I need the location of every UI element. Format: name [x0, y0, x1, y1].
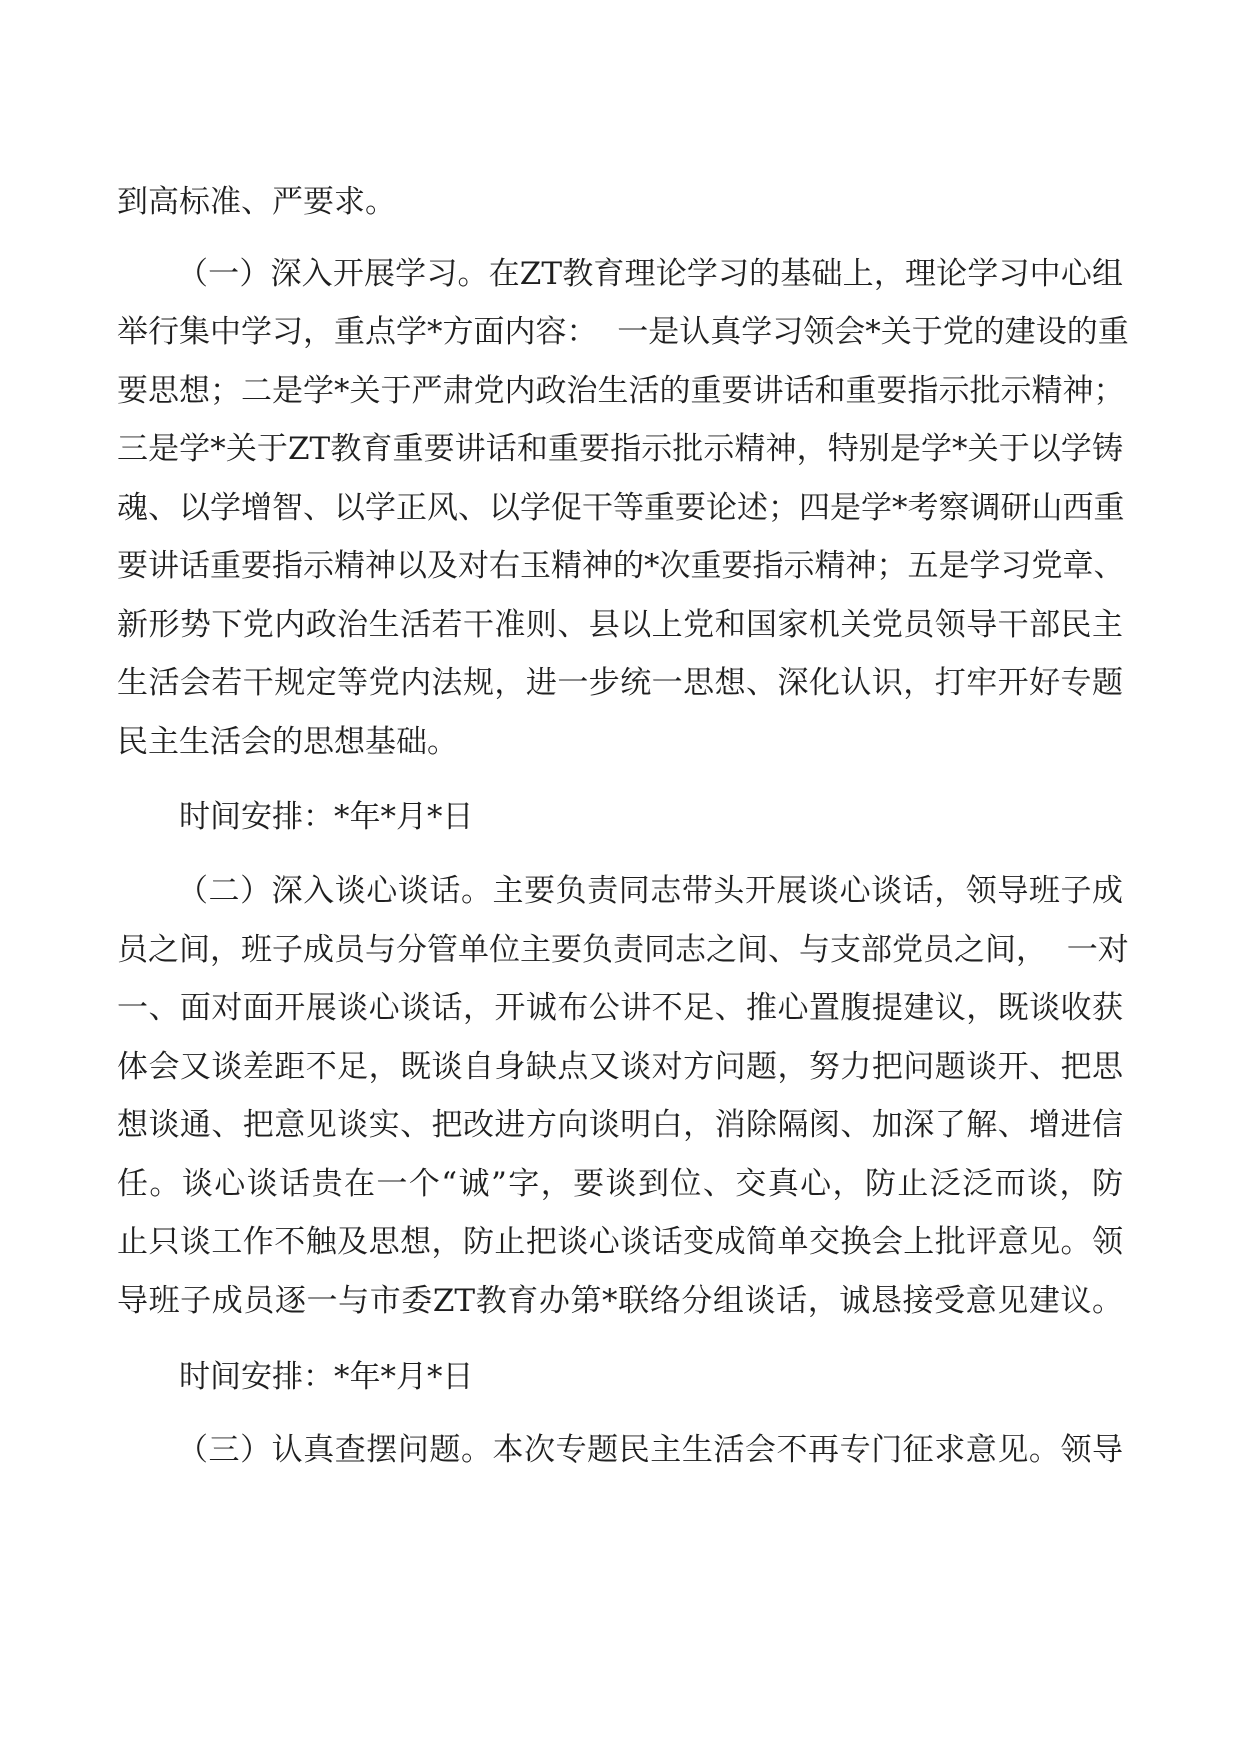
- text-line: 员之间，班子成员与分管单位主要负责同志之间、与支部党员之间， 一对: [117, 932, 1129, 968]
- text-line: 一、面对面开展谈心谈话，开诚布公讲不足、推心置腹提建议，既谈收获: [117, 990, 1123, 1026]
- text-line: 要讲话重要指示精神以及对右玉精神的*次重要指示精神；五是学习党章、: [117, 548, 1125, 584]
- text-line: 举行集中学习，重点学*方面内容： 一是认真学习领会*关于党的建设的重: [117, 314, 1129, 350]
- text-line: 体会又谈差距不足，既谈自身缺点又谈对方问题，努力把问题谈开、把思: [117, 1049, 1123, 1085]
- text-line: 导班子成员逐一与市委ZT教育办第*联络分组谈话，诚恳接受意见建议。: [117, 1283, 1123, 1319]
- text-line: 到高标准、严要求。: [117, 184, 396, 220]
- text-line: 新形势下党内政治生活若干准则、县以上党和国家机关党员领导干部民主: [117, 607, 1123, 643]
- text-line: 三是学*关于ZT教育重要讲话和重要指示批示精神，特别是学*关于以学铸: [117, 431, 1123, 467]
- text-line: 要思想；二是学*关于严肃党内政治生活的重要讲话和重要指示批示精神；: [117, 373, 1125, 409]
- text-line: （一）深入开展学习。在ZT教育理论学习的基础上，理论学习中心组: [177, 256, 1123, 292]
- time-arrangement: 时间安排：*年*月*日: [179, 799, 474, 835]
- text-line: 魂、以学增智、以学正风、以学促干等重要论述；四是学*考察调研山西重: [117, 490, 1125, 526]
- text-line: 止只谈工作不触及思想，防止把谈心谈话变成简单交换会上批评意见。领: [117, 1224, 1123, 1260]
- text-line: 民主生活会的思想基础。: [117, 724, 458, 760]
- text-line: 任。谈心谈话贵在一个“诚”字，要谈到位、交真心，防止泛泛而谈，防: [117, 1166, 1123, 1202]
- text-line: （二）深入谈心谈话。主要负责同志带头开展谈心谈话，领导班子成: [177, 873, 1123, 909]
- text-line: （三）认真查摆问题。本次专题民主生活会不再专门征求意见。领导: [177, 1432, 1123, 1468]
- time-arrangement: 时间安排：*年*月*日: [179, 1359, 474, 1395]
- text-line: 生活会若干规定等党内法规，进一步统一思想、深化认识，打牢开好专题: [117, 665, 1123, 701]
- text-line: 想谈通、把意见谈实、把改进方向谈明白，消除隔阂、加深了解、增进信: [117, 1107, 1123, 1143]
